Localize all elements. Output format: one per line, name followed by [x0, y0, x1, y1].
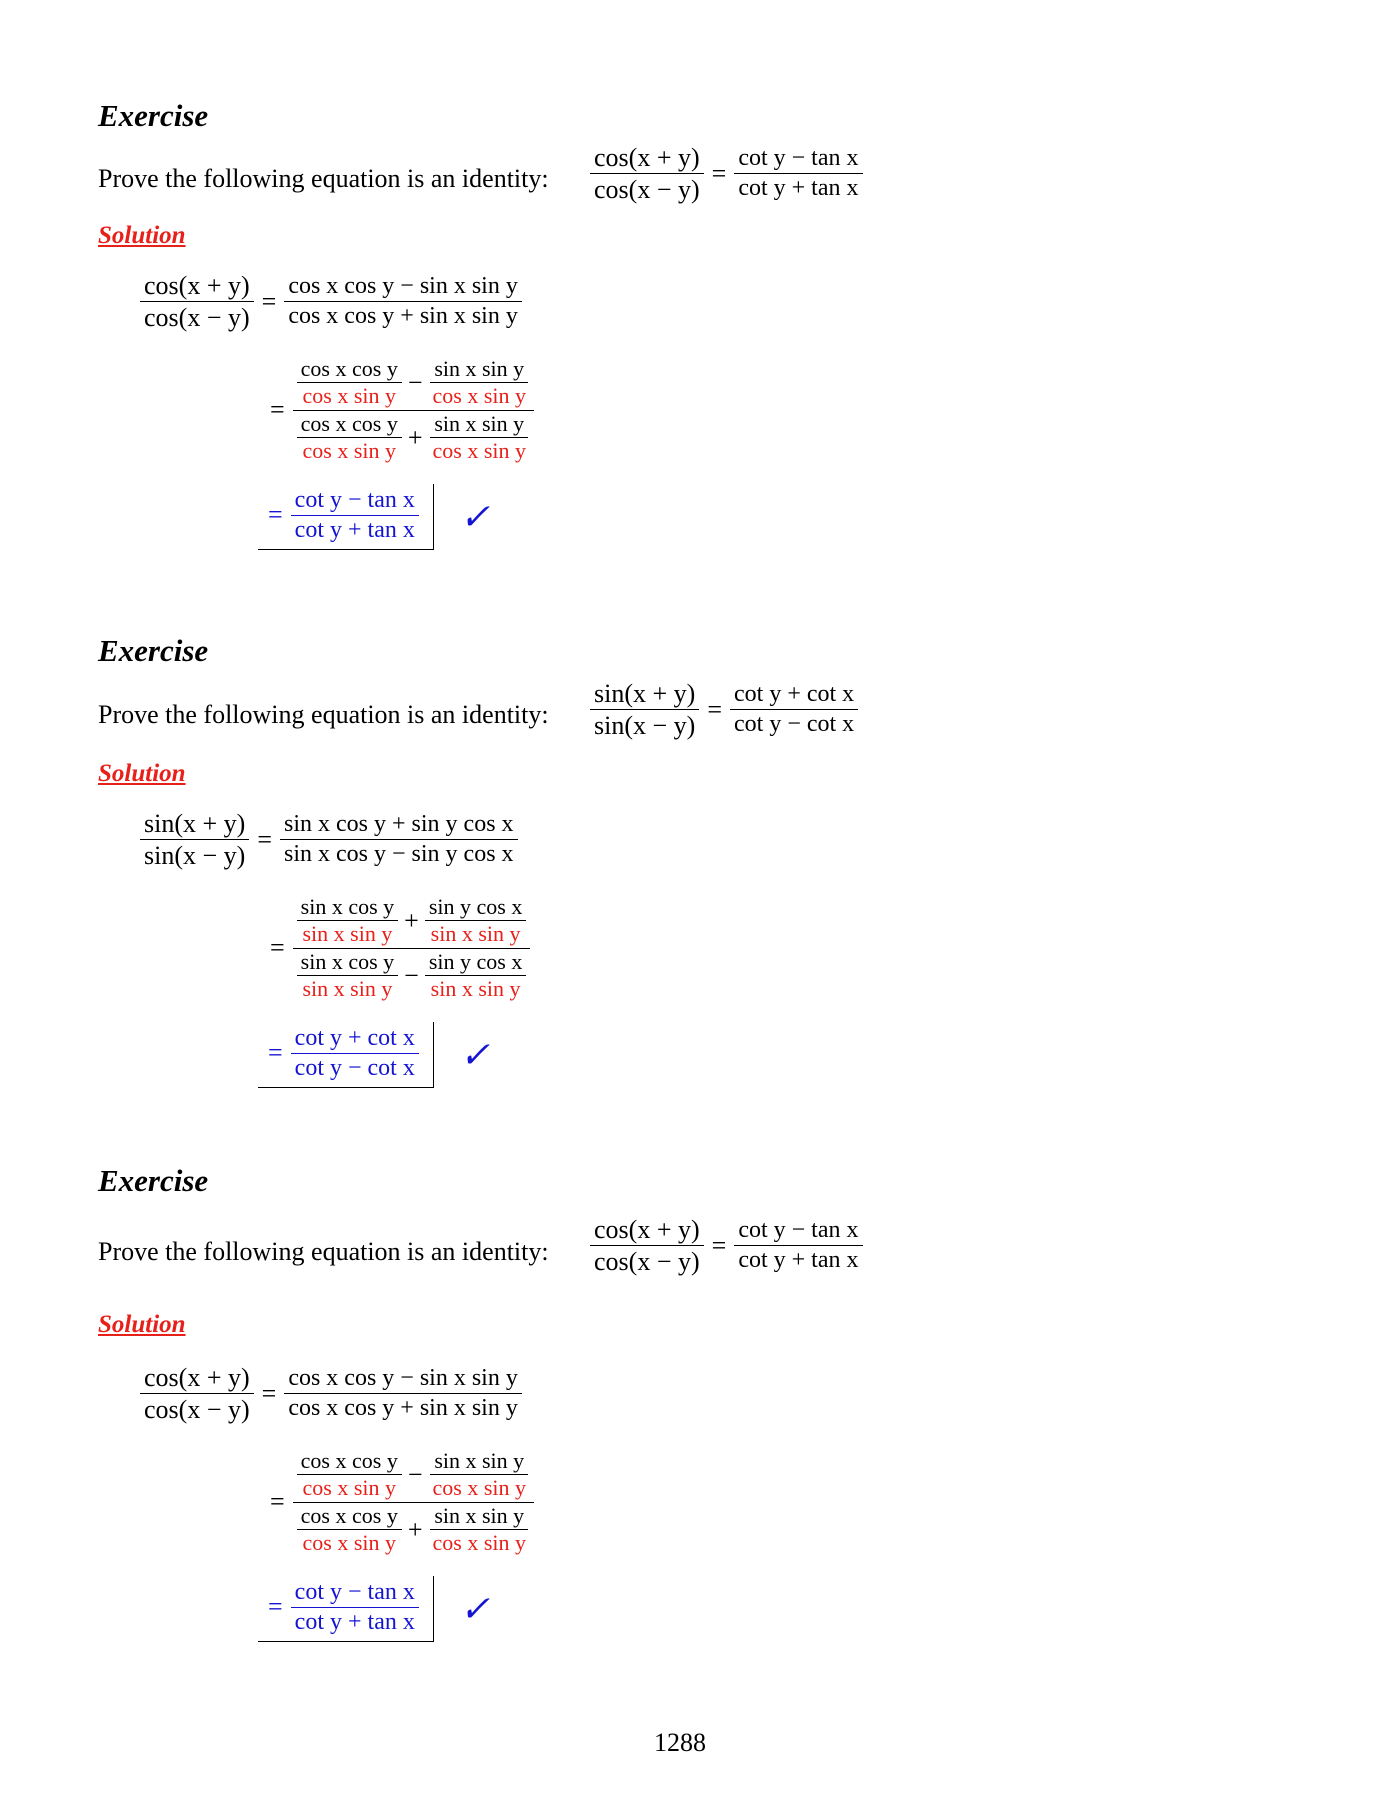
compound-fraction [293, 356, 534, 465]
identity-rhs-denominator: cot y + tan x [738, 175, 859, 202]
term-denominator: cos x sin y [302, 1530, 396, 1556]
operator: − [404, 961, 419, 991]
operator: + [407, 423, 423, 453]
term-numerator: sin x sin y [430, 411, 528, 438]
exercise-prompt: Prove the following equation is an identity: [98, 164, 549, 193]
identity-lhs-numerator: cos(x + y) [590, 1214, 704, 1246]
result-fraction [291, 486, 419, 545]
operator: − [407, 368, 423, 398]
identity-rhs-denominator: cot y + tan x [738, 1247, 859, 1274]
identity-equation [590, 678, 858, 741]
result-box [258, 1576, 434, 1642]
compound-denominator [293, 411, 534, 465]
step1-lhs [140, 1362, 254, 1425]
result-denominator: cot y + tan x [294, 1608, 415, 1635]
identity-equation [590, 142, 863, 205]
step1-rhs-numerator: cos x cos y − sin x sin y [284, 1364, 522, 1394]
term-numerator: sin x sin y [430, 356, 528, 383]
operator: + [404, 906, 419, 936]
step1-rhs [284, 272, 522, 331]
step1-lhs-numerator: sin(x + y) [140, 808, 249, 840]
compound-numerator [293, 1448, 534, 1503]
checkmark-icon: ✓ [459, 496, 491, 537]
term-numerator: sin x sin y [430, 1503, 528, 1530]
step1-rhs-numerator: sin x cos y + sin y cos x [280, 810, 518, 840]
identity-lhs [590, 142, 704, 205]
term-numerator: cos x cos y [297, 1448, 402, 1475]
step1-rhs-numerator: cos x cos y − sin x sin y [284, 272, 522, 302]
term-denominator: cos x sin y [302, 383, 396, 409]
equals-sign: = [711, 1230, 727, 1260]
result-numerator: cot y − tan x [291, 486, 419, 516]
compound-fraction [293, 894, 531, 1003]
solution-label: Solution [98, 760, 186, 787]
result-numerator: cot y − tan x [291, 1578, 419, 1608]
term-numerator: sin x cos y [297, 949, 399, 976]
solution-result [258, 1576, 490, 1642]
term-numerator: cos x cos y [297, 356, 402, 383]
step1-rhs-denominator: sin x cos y − sin y cos x [284, 841, 514, 868]
identity-equation [590, 1214, 863, 1277]
step1-lhs-denominator: cos(x − y) [144, 303, 250, 333]
equals-sign: = [711, 158, 727, 188]
term-numerator: sin x cos y [297, 894, 399, 921]
term-numerator: sin y cos x [425, 894, 527, 921]
identity-lhs-numerator: cos(x + y) [590, 142, 704, 174]
step1-rhs-denominator: cos x cos y + sin x sin y [288, 303, 518, 330]
equals-sign: = [270, 395, 285, 425]
exercise-heading: Exercise [98, 633, 209, 668]
solution-step-2 [262, 1448, 534, 1557]
checkmark-icon: ✓ [459, 1588, 491, 1629]
solution-result [258, 1022, 490, 1088]
identity-rhs-numerator: cot y − tan x [734, 1216, 862, 1246]
result-box [258, 1022, 434, 1088]
term-denominator: sin x sin y [302, 921, 393, 947]
exercise-prompt: Prove the following equation is an identity: [98, 700, 549, 729]
operator: − [407, 1460, 423, 1490]
step1-lhs [140, 270, 254, 333]
term-denominator: cos x sin y [432, 438, 526, 464]
solution-step-2 [262, 894, 530, 1003]
checkmark-icon: ✓ [459, 1034, 491, 1075]
solution-step-1 [140, 1362, 522, 1425]
exercise-heading: Exercise [98, 98, 209, 133]
compound-denominator [293, 1503, 534, 1557]
term-denominator: cos x sin y [302, 438, 396, 464]
step1-rhs [284, 1364, 522, 1423]
term-denominator: sin x sin y [302, 976, 393, 1002]
equals-sign: = [268, 1038, 283, 1068]
result-denominator: cot y − cot x [294, 1054, 415, 1081]
identity-rhs [734, 1216, 862, 1275]
identity-lhs-denominator: sin(x − y) [594, 711, 696, 741]
result-fraction [291, 1578, 419, 1637]
solution-label: Solution [98, 1311, 186, 1338]
identity-lhs [590, 1214, 704, 1277]
identity-rhs [730, 680, 858, 739]
term-numerator: sin x sin y [430, 1448, 528, 1475]
compound-numerator [293, 894, 531, 949]
compound-numerator [293, 356, 534, 411]
result-denominator: cot y + tan x [294, 516, 415, 543]
term-denominator: cos x sin y [432, 1530, 526, 1556]
equals-sign: = [268, 500, 283, 530]
equals-sign: = [268, 1592, 283, 1622]
result-fraction [291, 1024, 419, 1083]
result-box [258, 484, 434, 550]
term-numerator: sin y cos x [425, 949, 527, 976]
term-denominator: sin x sin y [430, 976, 521, 1002]
identity-rhs-numerator: cot y − tan x [734, 144, 862, 174]
solution-result [258, 484, 490, 550]
term-numerator: cos x cos y [297, 411, 402, 438]
solution-step-1 [140, 808, 518, 871]
term-denominator: cos x sin y [302, 1475, 396, 1501]
exercise-prompt: Prove the following equation is an identity: [98, 1237, 549, 1266]
exercise-heading: Exercise [98, 1163, 209, 1198]
equals-sign: = [707, 694, 722, 724]
step1-lhs-denominator: cos(x − y) [144, 1395, 250, 1425]
operator: + [407, 1515, 423, 1545]
solution-step-1 [140, 270, 522, 333]
equals-sign: = [261, 286, 277, 316]
identity-rhs [734, 144, 862, 203]
identity-lhs-denominator: cos(x − y) [594, 1247, 700, 1277]
identity-lhs [590, 678, 699, 741]
step1-rhs-denominator: cos x cos y + sin x sin y [288, 1395, 518, 1422]
step1-lhs [140, 808, 249, 871]
identity-lhs-denominator: cos(x − y) [594, 175, 700, 205]
term-denominator: cos x sin y [432, 383, 526, 409]
step1-lhs-numerator: cos(x + y) [140, 270, 254, 302]
result-numerator: cot y + cot x [291, 1024, 419, 1054]
solution-step-2 [262, 356, 534, 465]
equals-sign: = [261, 1378, 277, 1408]
compound-fraction [293, 1448, 534, 1557]
step1-rhs [280, 810, 518, 869]
solution-label: Solution [98, 222, 186, 249]
equals-sign: = [270, 933, 285, 963]
term-numerator: cos x cos y [297, 1503, 402, 1530]
step1-lhs-denominator: sin(x − y) [144, 841, 246, 871]
term-denominator: cos x sin y [432, 1475, 526, 1501]
identity-rhs-numerator: cot y + cot x [730, 680, 858, 710]
compound-denominator [293, 949, 531, 1003]
step1-lhs-numerator: cos(x + y) [140, 1362, 254, 1394]
equals-sign: = [257, 824, 272, 854]
page-number: 1288 [654, 1728, 706, 1757]
identity-lhs-numerator: sin(x + y) [590, 678, 699, 710]
term-denominator: sin x sin y [430, 921, 521, 947]
identity-rhs-denominator: cot y − cot x [734, 711, 855, 738]
equals-sign: = [270, 1487, 285, 1517]
